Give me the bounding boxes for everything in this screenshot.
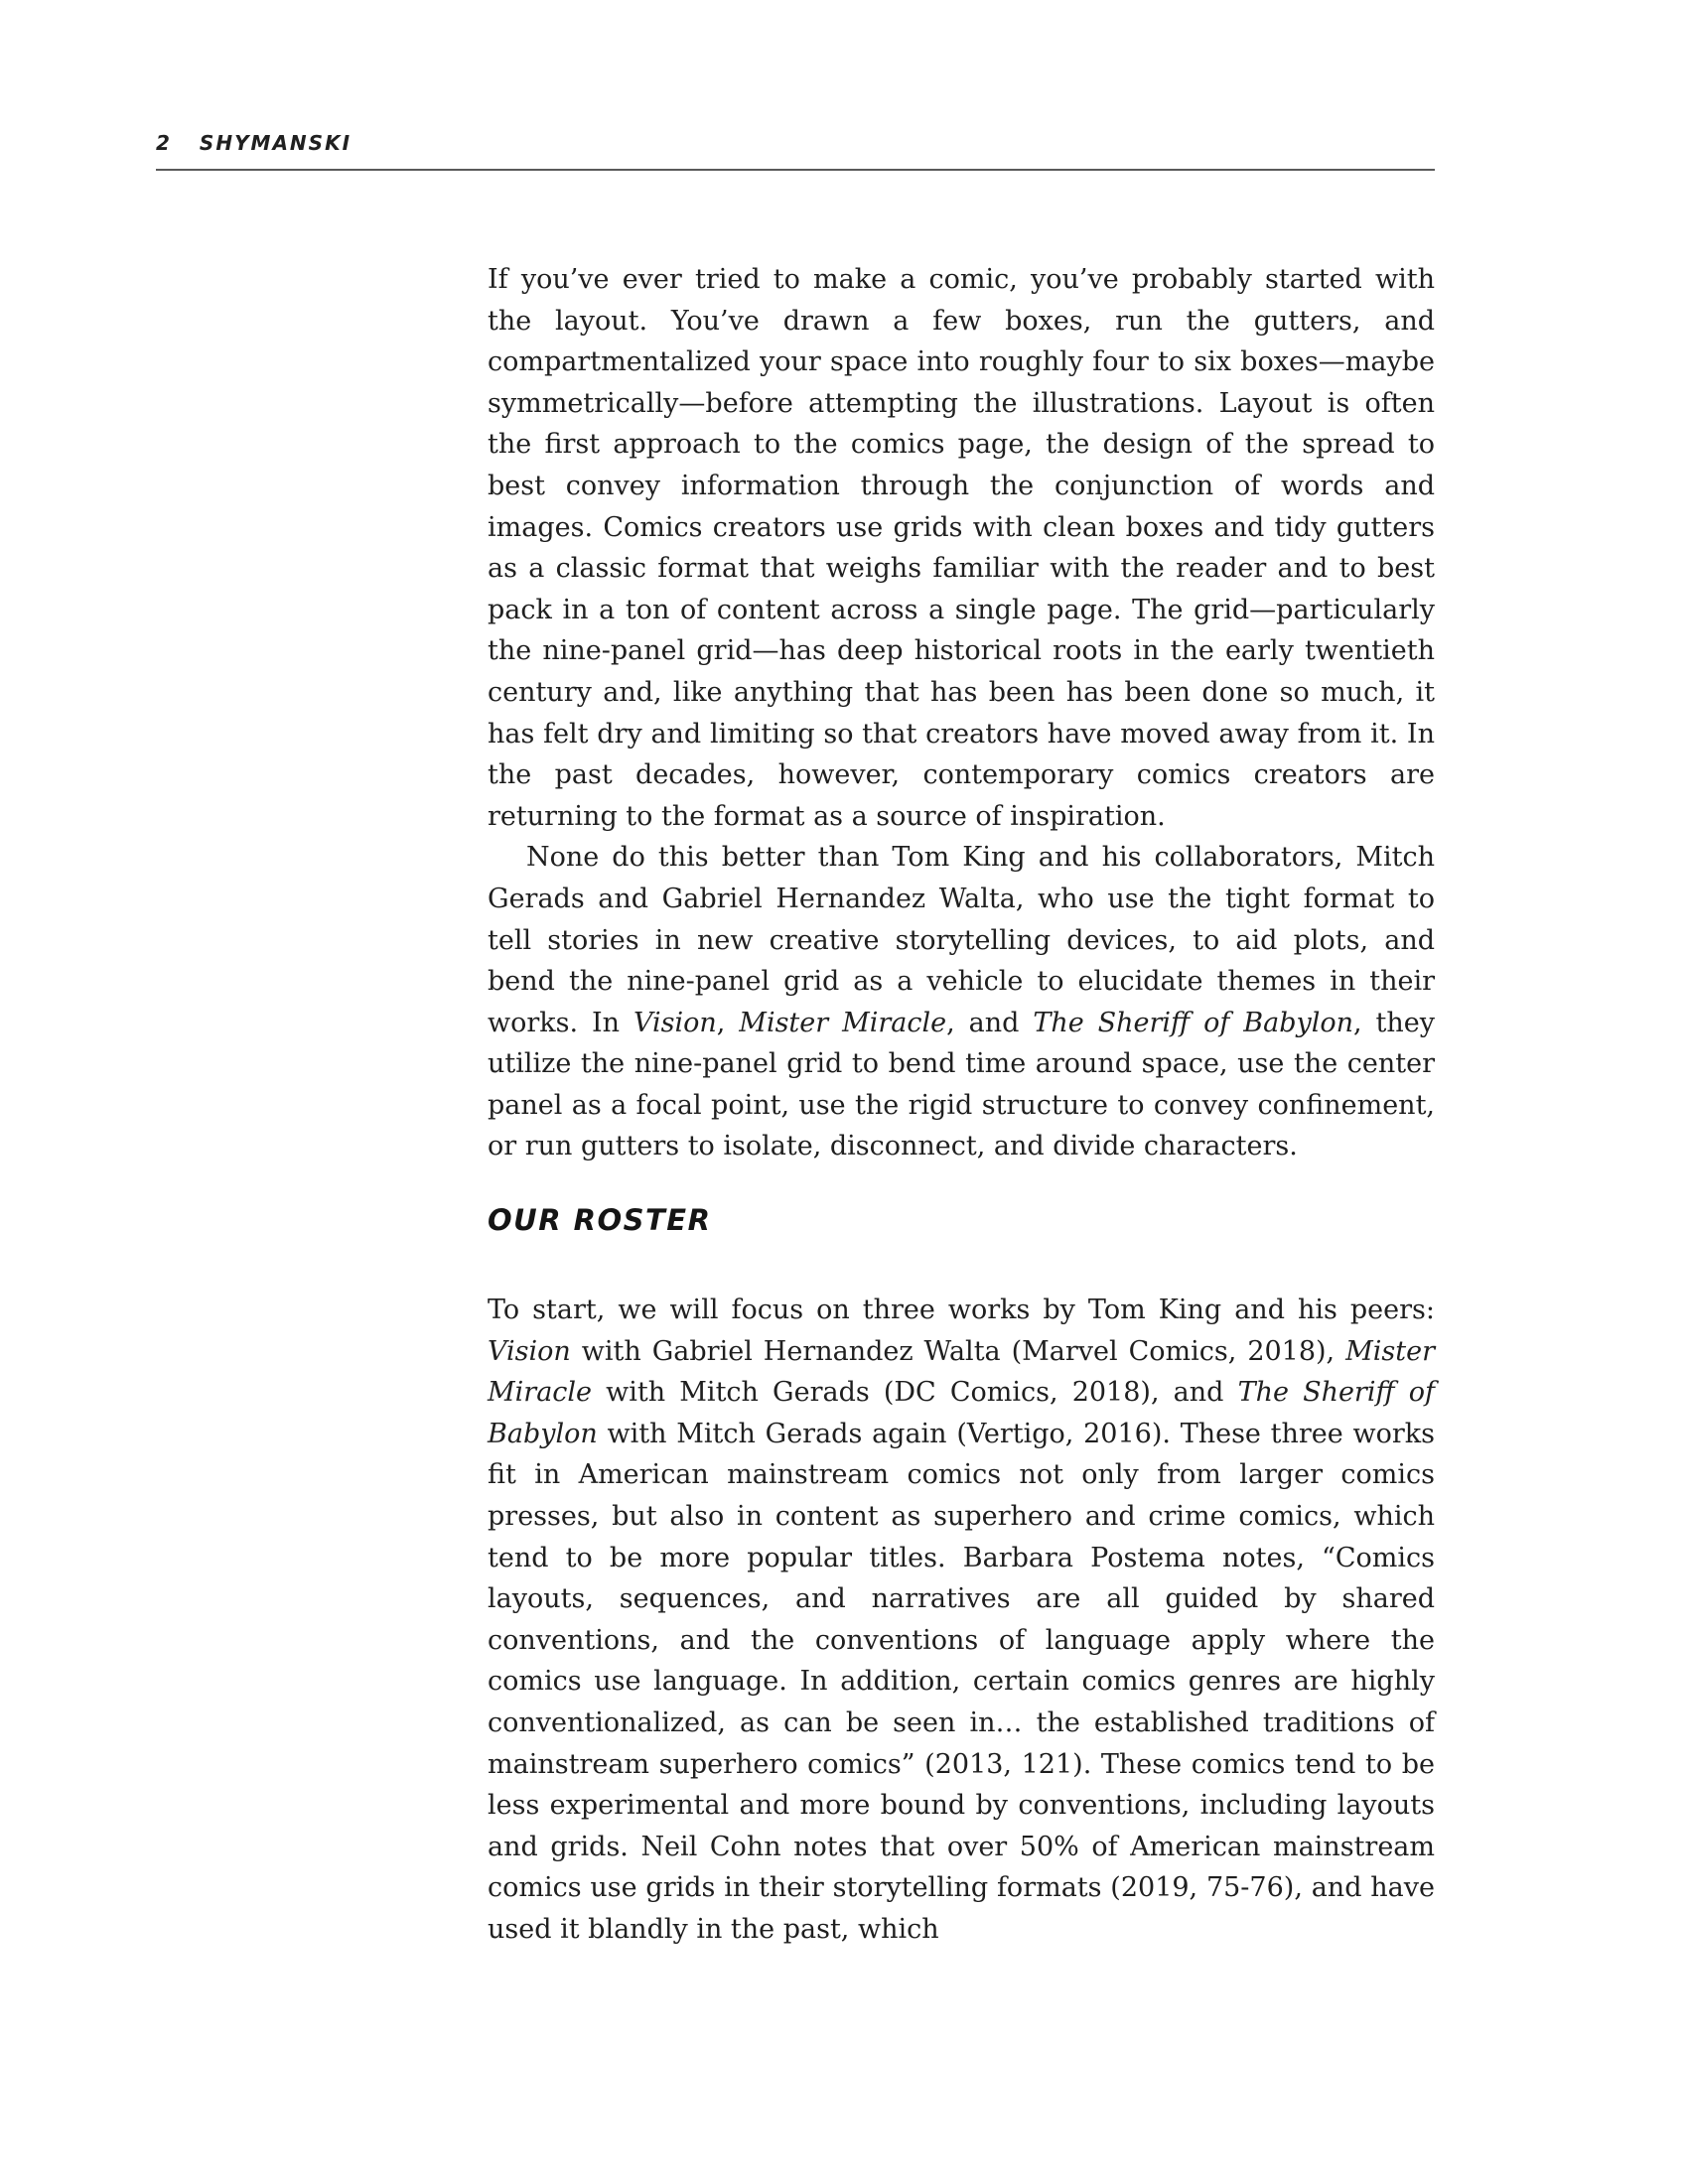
author-name: SHYMANSKI	[199, 131, 352, 155]
paragraph-text: To start, we will focus on three works by Tom King and his peers:	[488, 1295, 1435, 1325]
work-title-mister-miracle: Mister Miracle	[488, 1335, 1435, 1409]
roster-section	[488, 1290, 1435, 1951]
body-paragraph-1: If you’ve ever tried to make a comic, you’ve probably started with the layout. You’ve drawn a few boxes, run the gutters, and compartmentalized your space into roughly four to six boxes—maybe symmetrically—before attempting the illustrations. Layout is often the first approach to the comics page, the design of the spread to best convey information through the conjunction of words and images. Comics creators use grids with clean boxes and tidy gutters as a classic format that weighs familiar with the reader and to best pack in a ton of content across a single page. The grid—particularly the nine-panel grid—has deep historical roots in the early twentieth century and, like anything that has been has been done so much, it has felt dry and limiting so that creators have moved away from it. In the past decades, however, contemporary comics creators are returning to the format as a source of inspiration.	[488, 264, 1435, 832]
main-text	[488, 259, 1435, 1167]
paragraph-text: with Mitch Gerads (DC Comics, 2018), and	[592, 1377, 1238, 1409]
paragraph-text: , and	[946, 1007, 1034, 1038]
paragraph-text: None do this better than Tom King and his collaborators, Mitch Gerads and Gabriel Hernandez Walta, who use the tight format to tell stories in new creative storytelling devices, to aid plots, and bend the nine-panel grid as a vehicle to elucidate themes in their works. In	[488, 842, 1435, 1038]
work-title-sheriff-of-babylon: The Sheriff of Babylon	[1033, 1007, 1354, 1038]
work-title-vision: Vision	[488, 1335, 571, 1367]
page-number: 2	[156, 131, 172, 155]
body-paragraph-2	[488, 837, 1435, 1167]
paragraph-text: ,	[716, 1007, 740, 1038]
paragraph-text: with Mitch Gerads again (Vertigo, 2016). These three works fit in American mainstream comics not only from larger comics presses, but also in content as superhero and crime comics, which tend to be more popular titles. Barbara Postema notes, “Comics layouts, sequences, and narratives are all guided by shared conventions, and the conventions of language apply where the comics use language. In addition, certain comics genres are highly conventionalized, as can be seen in… the established traditions of mainstream superhero comics” (2013, 121). These comics tend to be less experimental and more bound by conventions, including layouts and grids. Neil Cohn notes that over 50% of American mainstream comics use grids in their storytelling formats (2019, 75-76), and have used it blandly in the past, which	[488, 1418, 1435, 1945]
paragraph-text: with Gabriel Hernandez Walta (Marvel Comics, 2018),	[570, 1335, 1346, 1367]
running-head	[156, 131, 1435, 171]
roster-paragraph	[488, 1290, 1435, 1951]
work-title-sheriff-of-babylon: The Sheriff of Babylon	[488, 1377, 1435, 1449]
work-title-mister-miracle: Mister Miracle	[739, 1007, 947, 1038]
paragraph-text: , they utilize the nine-panel grid to bend time around space, use the center panel as a focal point, use the rigid structure to convey confinement, or run gutters to isolate, disconnect, and divide characters.	[488, 1007, 1435, 1162]
section-heading: OUR ROSTER	[488, 1203, 712, 1237]
work-title-vision: Vision	[633, 1007, 717, 1038]
